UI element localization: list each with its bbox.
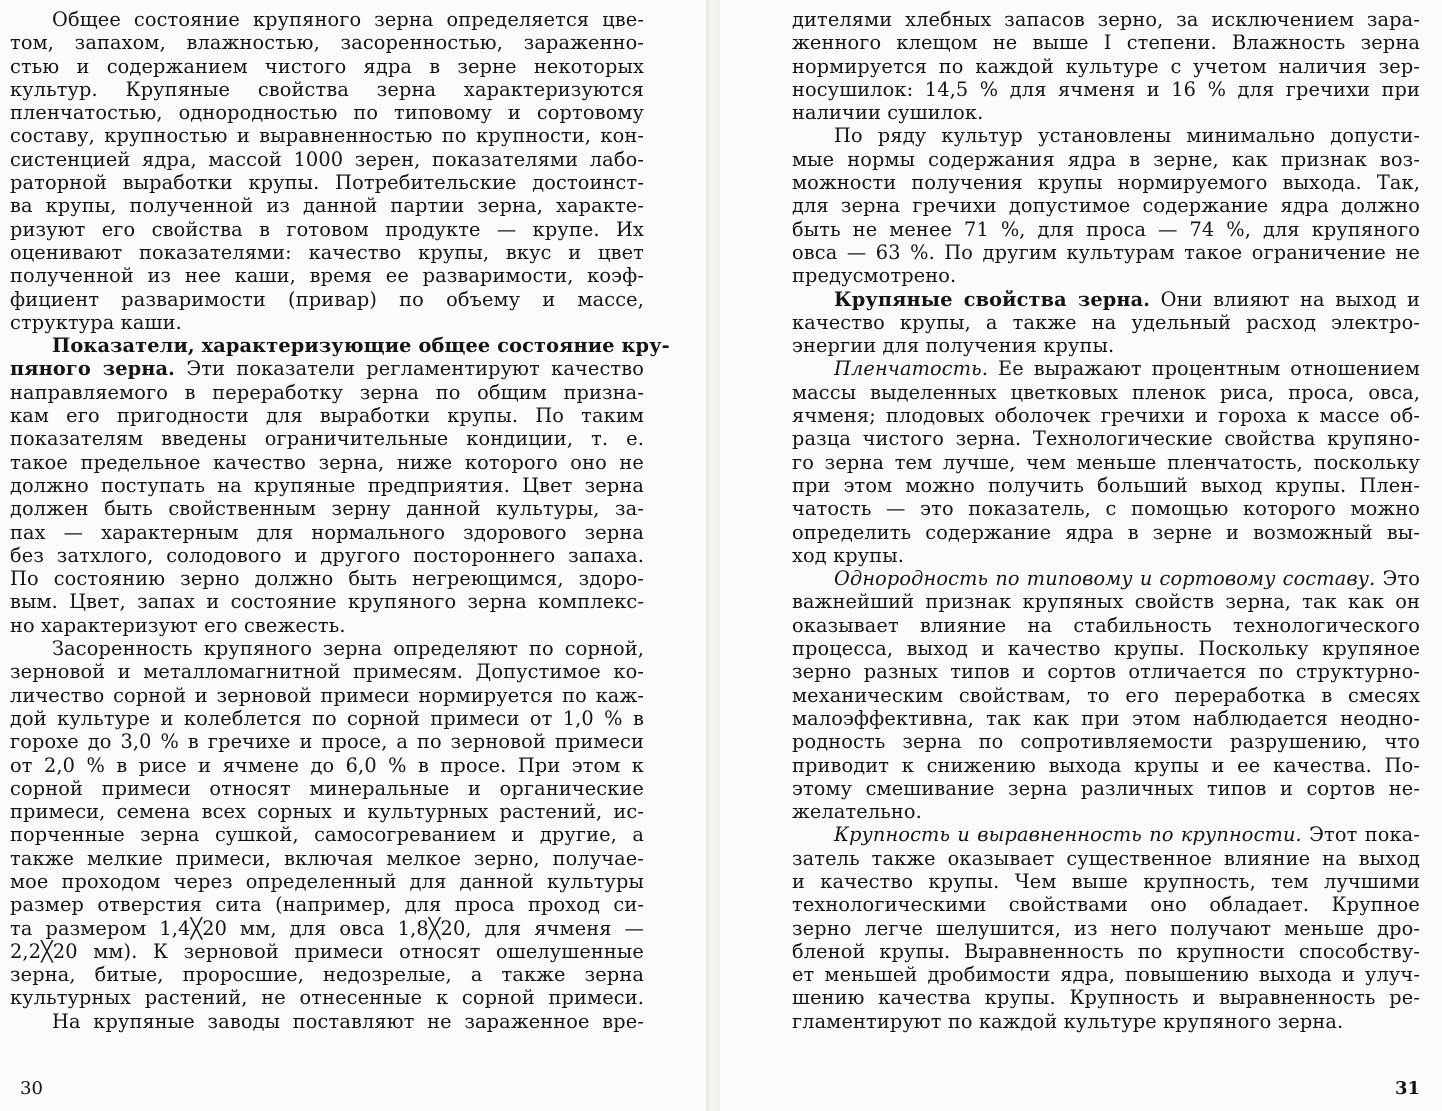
text-run: разца чистого зерна. Технологические свойства крупяно-: [792, 427, 1420, 451]
text-run: механическим свойствам, то его переработка в смесях: [792, 683, 1420, 707]
text-line: [10, 381, 644, 404]
text-line: [10, 800, 644, 823]
text-run: го зерна тем лучше, чем меньше пленчатость, поскольку: [792, 450, 1420, 474]
text-run: Ее выражают процентным отношением: [988, 357, 1420, 381]
text-run: составу, крупностью и выравненностью по крупности, кон-: [10, 124, 644, 148]
text-line: [792, 963, 1420, 986]
text-run: пах — характерным для нормального здорового зерна: [10, 520, 644, 544]
text-run: при этом можно получить больший выход крупы. Плен-: [792, 473, 1420, 497]
text-line: [792, 264, 1420, 287]
text-run: массы выделенных цветковых пленок риса, проса, овса,: [792, 380, 1420, 404]
text-line: [792, 800, 1420, 823]
text-run: оценивают показателями: качество крупы, вкус и цвет: [10, 240, 644, 264]
text-run: пленчатостью, однородностью по типовому и сортовому: [10, 101, 644, 125]
text-run: полученной из нее каши, время ее разваримости, коэф-: [10, 264, 644, 288]
text-line: [10, 497, 644, 520]
text-line: [10, 567, 644, 590]
text-run: малоэффективна, так как при этом наблюдается неодно-: [792, 706, 1420, 730]
text-line: [792, 31, 1420, 54]
text-run: родность зерна по сопротивляемости разрушению, что: [792, 730, 1420, 754]
text-run: такое предельное качество зерна, ниже которого оно не: [10, 450, 644, 474]
text-line: [792, 986, 1420, 1009]
text-run: кам его пригодности для выработки крупы. По таким: [10, 404, 644, 428]
right-page-text: [792, 8, 1420, 1033]
italic-run: Однородность по типовому и сортовому составу.: [834, 567, 1376, 591]
text-line: [10, 521, 644, 544]
text-line: [792, 334, 1420, 357]
text-line: [792, 893, 1420, 916]
text-run: показателям введены ограничительные кондиции, т. е.: [10, 427, 644, 451]
text-line: [792, 730, 1420, 753]
text-run: Они влияют на выход и: [1150, 287, 1420, 311]
text-run: порченные зерна сушкой, самосогреванием и другие, а: [10, 823, 644, 847]
text-line: [10, 847, 644, 870]
left-page-text: [10, 8, 670, 1033]
text-line: [10, 311, 644, 334]
text-run: женного клещом не выше I степени. Влажность зерна: [792, 31, 1420, 55]
text-line: [10, 78, 644, 101]
text-run: качество крупы, а также на удельный расход электро-: [792, 310, 1420, 334]
text-run: приводит к снижению выхода крупы и ее качества. По-: [792, 753, 1420, 777]
text-line: [10, 264, 644, 287]
text-line: [792, 917, 1420, 940]
text-line: [792, 590, 1420, 613]
text-line: [792, 684, 1420, 707]
text-line: [792, 521, 1420, 544]
page-number-left: 30: [20, 1078, 43, 1099]
text-run: быть не менее 71 %, для проса — 74 %, для крупяного: [792, 217, 1420, 241]
text-line: [792, 78, 1420, 101]
text-run: вым. Цвет, запах и состояние крупяного зерна комплекс-: [10, 590, 644, 614]
text-line: [10, 101, 644, 124]
text-run: мое проходом через определенный для данной культуры: [10, 869, 644, 893]
text-line: [792, 451, 1420, 474]
italic-run: Крупность и выравненность по крупности.: [834, 823, 1302, 847]
text-run: можности получения крупы нормируемого выхода. Так,: [792, 171, 1420, 195]
text-run: бленой крупы. Выравненность по крупности способству-: [792, 939, 1420, 963]
text-run: По состоянию зерно должно быть негреющимся, здоро-: [10, 567, 644, 591]
text-run: шению качества крупы. Крупность и выравненность ре-: [792, 986, 1420, 1010]
text-line: [792, 754, 1420, 777]
text-run: зерно разных типов и сортов отличается по структурно-: [792, 660, 1420, 684]
text-run: Это: [1375, 567, 1420, 591]
text-line: [792, 474, 1420, 497]
text-line: [792, 194, 1420, 217]
text-line: [10, 893, 644, 916]
text-run: На крупяные заводы поставляют не зараженное вре-: [52, 1009, 644, 1033]
text-run: Эти показатели регламентируют качество: [175, 357, 645, 381]
text-run: и качество крупы. Чем выше крупность, тем лучшими: [792, 869, 1420, 893]
text-line: [792, 544, 1420, 567]
text-line: [792, 614, 1420, 637]
text-line: [792, 381, 1420, 404]
text-run: том, запахом, влажностью, засоренностью, зараженно-: [10, 31, 644, 55]
text-run: стью и содержанием чистого ядра в зерне некоторых: [10, 54, 644, 78]
text-line: [792, 637, 1420, 660]
text-line: [10, 823, 644, 846]
text-line: [792, 311, 1420, 334]
text-line: [10, 544, 644, 567]
text-run: По ряду культур установлены минимально допусти-: [834, 124, 1420, 148]
bold-run: пяного зерна.: [10, 357, 176, 381]
text-run: гламентируют по каждой культуре крупяного зерна.: [792, 1009, 1344, 1033]
text-run: определить содержание ядра в зерне и возможный вы-: [792, 520, 1420, 544]
text-line: [10, 940, 644, 963]
text-run: должно поступать на крупяные предприятия. Цвет зерна: [10, 473, 644, 497]
text-line: [10, 194, 644, 217]
text-line: [10, 986, 644, 1009]
text-line: [792, 707, 1420, 730]
text-line: [10, 707, 644, 730]
text-run: овса — 63 %. По другим культурам такое ограничение не: [792, 240, 1420, 264]
text-run: зерновой и металломагнитной примесям. Допустимое ко-: [10, 660, 644, 684]
text-run: желательно.: [792, 800, 922, 824]
right-page: [720, 0, 1442, 1111]
page-number-right: 31: [1394, 1078, 1420, 1099]
text-run: предусмотрено.: [792, 264, 957, 288]
text-line: [792, 8, 1420, 31]
text-line: [10, 218, 644, 241]
text-line: [10, 288, 644, 311]
text-run: культурных растений, не отнесенные к сорной примеси.: [10, 986, 644, 1010]
text-line: [10, 917, 644, 940]
text-run: также мелкие примеси, включая мелкое зерно, получае-: [10, 846, 644, 870]
text-line: [10, 1010, 644, 1033]
text-line: [792, 288, 1420, 311]
text-run: процесса, выход и качество крупы. Поскольку крупяное: [792, 637, 1420, 661]
text-run: зерно легче шелушится, из него получают меньше дро-: [792, 916, 1420, 940]
text-run: ва крупы, полученной из данной партии зерна, характе-: [10, 194, 644, 218]
text-line: [10, 171, 644, 194]
text-run: дителями хлебных запасов зерно, за исключением зара-: [792, 8, 1420, 31]
text-line: [10, 963, 644, 986]
text-line: [10, 777, 644, 800]
text-line: [792, 171, 1420, 194]
text-run: важнейший признак крупяных свойств зерна, так как он: [792, 590, 1420, 614]
text-line: [792, 241, 1420, 264]
text-line: [10, 684, 644, 707]
text-run: ризуют его свойства в готовом продукте — крупе. Их: [10, 217, 644, 241]
text-run: личество сорной и зерновой примеси нормируется по каж-: [10, 683, 644, 707]
text-run: дой культуре и колеблется по сорной примеси от 1,0 % в: [10, 706, 644, 730]
text-run: носушилок: 14,5 % для ячменя и 16 % для гречихи при: [792, 77, 1420, 101]
text-run: для зерна гречихи допустимое содержание ядра должно: [792, 194, 1420, 218]
text-run: фициент разваримости (привар) по объему и массе,: [10, 287, 644, 311]
text-run: оказывает влияние на стабильность технологического: [792, 613, 1420, 637]
text-run: затель также оказывает существенное влияние на выход: [792, 846, 1420, 870]
text-run: сорной примеси относят минеральные и органические: [10, 776, 644, 800]
text-run: энергии для получения крупы.: [792, 334, 1115, 358]
text-line: [792, 940, 1420, 963]
text-line: [10, 427, 644, 450]
book-gutter: [706, 0, 720, 1111]
text-run: ячменя; плодовых оболочек гречихи и гороха к массе об-: [792, 404, 1420, 428]
text-run: от 2,0 % в рисе и ячмене до 6,0 % в просе. При этом к: [10, 753, 644, 777]
text-run: без затхлого, солодового и другого постороннего запаха.: [10, 543, 644, 567]
text-run: но характеризуют его свежесть.: [10, 613, 346, 637]
text-line: [10, 730, 644, 753]
text-line: [10, 404, 644, 427]
text-run: наличии сушилок.: [792, 101, 984, 125]
text-run: Этот пока-: [1301, 823, 1420, 847]
text-line: [792, 1010, 1420, 1033]
text-line: [792, 847, 1420, 870]
text-run: ет меньшей дробимости ядра, повышению выхода и улуч-: [792, 963, 1420, 987]
text-line: [10, 357, 644, 380]
bold-run: Крупяные свойства зерна.: [834, 287, 1151, 311]
text-line: [10, 474, 644, 497]
text-line: [10, 637, 644, 660]
text-run: этому смешивание зерна различных типов и сортов не-: [792, 776, 1420, 800]
text-line: [792, 427, 1420, 450]
text-line: [10, 614, 644, 637]
text-run: направляемого в переработку зерна по общим призна-: [10, 380, 644, 404]
text-run: Общее состояние крупяного зерна определяется цве-: [52, 8, 644, 31]
text-line: [10, 148, 644, 171]
text-line: [792, 148, 1420, 171]
text-line: [10, 124, 644, 147]
text-line: [792, 497, 1420, 520]
text-run: мые нормы содержания ядра в зерне, как признак воз-: [792, 147, 1420, 171]
text-line: [10, 55, 644, 78]
text-line: [792, 777, 1420, 800]
text-run: чатость — это показатель, с помощью которого можно: [792, 497, 1420, 521]
text-line: [10, 754, 644, 777]
text-line: [10, 334, 670, 358]
text-run: 2,2╳20 мм). К зерновой примеси относят ошелушенные: [10, 939, 644, 963]
text-line: [10, 31, 644, 54]
text-run: горохе до 3,0 % в гречихе и просе, а по зерновой примеси: [10, 730, 644, 754]
text-line: [10, 241, 644, 264]
text-run: ход крупы.: [792, 543, 905, 567]
text-run: примеси, семена всех сорных и культурных растений, ис-: [10, 800, 644, 824]
text-line: [10, 660, 644, 683]
text-line: [10, 590, 644, 613]
text-run: размер отверстия сита (например, для проса проход си-: [10, 893, 644, 917]
text-run: раторной выработки крупы. Потребительские достоинст-: [10, 171, 644, 195]
text-run: нормируется по каждой культуре с учетом наличия зер-: [792, 54, 1420, 78]
text-line: [792, 870, 1420, 893]
text-run: Засоренность крупяного зерна определяют по сорной,: [52, 637, 644, 661]
italic-run: Пленчатость.: [834, 357, 989, 381]
text-line: [792, 55, 1420, 78]
text-line: [792, 124, 1420, 147]
left-page: [0, 0, 700, 1111]
text-line: [792, 357, 1420, 380]
text-line: [10, 870, 644, 893]
text-run: технологическими свойствами оно обладает. Крупное: [792, 893, 1420, 917]
text-run: та размером 1,4╳20 мм, для овса 1,8╳20, для ячменя —: [10, 916, 644, 940]
text-run: систенцией ядра, массой 1000 зерен, показателями лабо-: [10, 147, 644, 171]
bold-run: Показатели, характеризующие общее состояние кру-: [52, 334, 670, 358]
text-run: должен быть свойственным зерну данной культуры, за-: [10, 497, 644, 521]
text-line: [792, 660, 1420, 683]
text-line: [10, 451, 644, 474]
text-run: зерна, битые, проросшие, недозрелые, а также зерна: [10, 963, 644, 987]
text-line: [792, 101, 1420, 124]
text-line: [792, 823, 1420, 846]
text-line: [10, 8, 644, 31]
text-line: [792, 404, 1420, 427]
text-run: структура каши.: [10, 310, 182, 334]
text-line: [792, 567, 1420, 590]
text-run: культур. Крупяные свойства зерна характеризуются: [10, 77, 644, 101]
text-line: [792, 218, 1420, 241]
